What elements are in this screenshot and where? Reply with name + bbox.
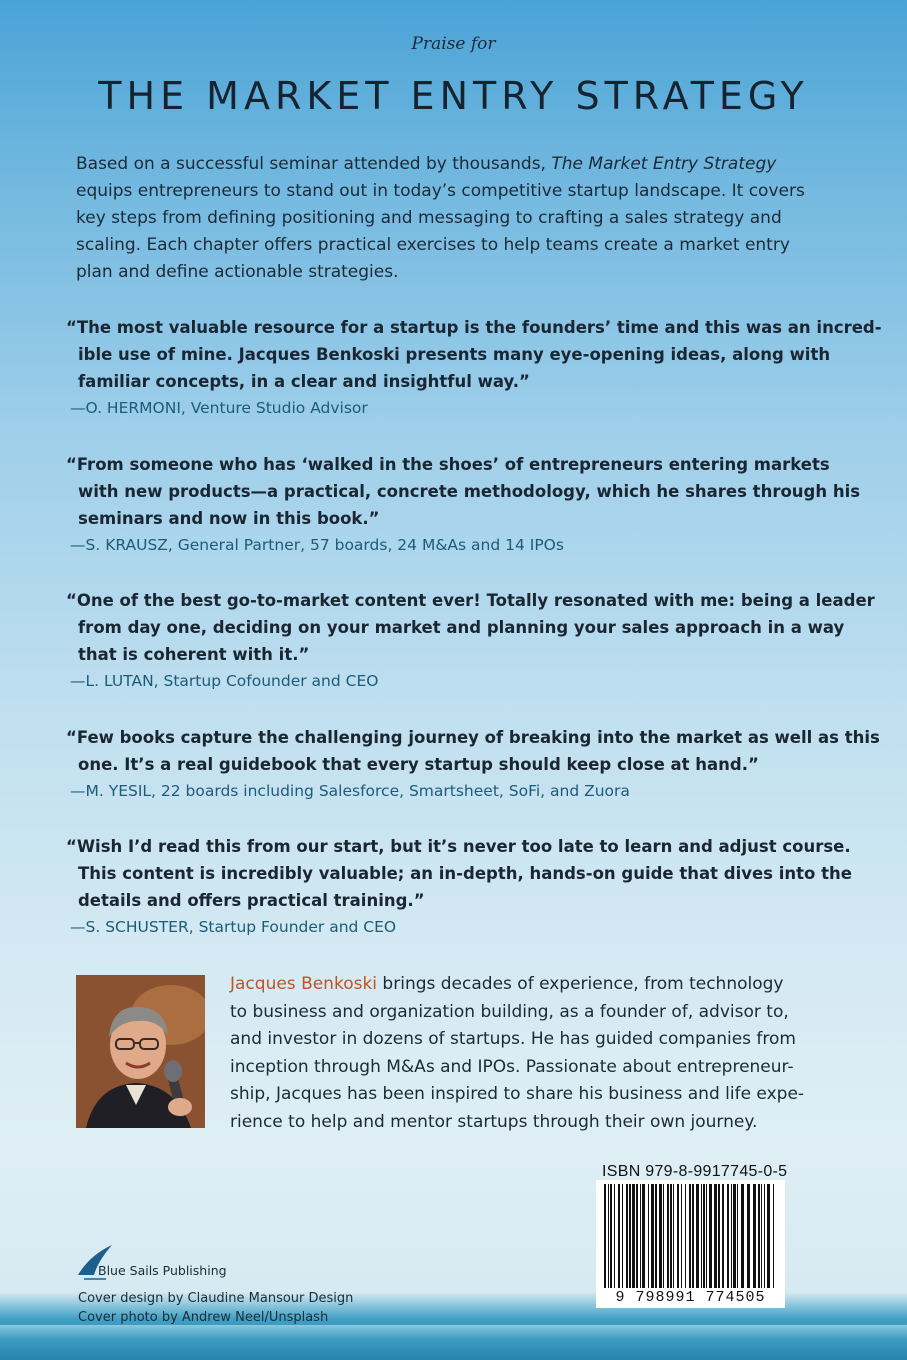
- barcode-bar: [677, 1184, 679, 1288]
- barcode-bar: [718, 1184, 720, 1288]
- barcode-bar: [663, 1184, 664, 1288]
- sea-horizon: [0, 1325, 907, 1360]
- barcode-bar: [604, 1184, 606, 1288]
- barcode-bar: [622, 1184, 623, 1288]
- cover-photo-credit: Cover photo by Andrew Neel/Unsplash: [78, 1310, 329, 1325]
- intro-line: Based on a successful seminar attended by thousands, The Market Entry Strategy: [76, 154, 777, 174]
- barcode-bar: [722, 1184, 724, 1288]
- barcode-bar: [651, 1184, 654, 1288]
- intro-paragraph: [76, 151, 836, 286]
- testimonial-line: familiar concepts, in a clear and insightful way.”: [78, 372, 530, 391]
- barcode-bar: [626, 1184, 628, 1288]
- barcode-bar: [727, 1184, 729, 1288]
- barcode-bar: [640, 1184, 641, 1288]
- testimonial: [66, 451, 861, 558]
- barcode-bar: [681, 1184, 682, 1288]
- barcode-bar: [642, 1184, 645, 1288]
- testimonial: [66, 833, 852, 940]
- cover-design-credit: Cover design by Claudine Mansour Design: [78, 1291, 354, 1306]
- barcode-bar: [689, 1184, 691, 1288]
- testimonial-text: [66, 724, 880, 778]
- testimonial-line: seminars and now in this book.”: [78, 509, 380, 528]
- barcode-bar: [608, 1184, 609, 1288]
- testimonial: [66, 724, 880, 804]
- intro-book-title: The Market Entry Strategy: [551, 154, 777, 174]
- barcode-bar: [673, 1184, 674, 1288]
- intro-line: scaling. Each chapter offers practical exercises to help teams create a market entry: [76, 235, 790, 255]
- barcode-bar: [764, 1184, 765, 1288]
- bio-line: [230, 971, 840, 999]
- barcode-bar: [655, 1184, 657, 1288]
- bio-line: and investor in dozens of startups. He has guided companies from: [230, 1029, 796, 1049]
- author-photo: [76, 975, 205, 1128]
- testimonial-attribution: —O. HERMONI, Venture Studio Advisor: [70, 399, 368, 417]
- testimonial-line: “The most valuable resource for a startup is the founders’ time and this was an incred-: [66, 318, 882, 337]
- testimonial-text: [66, 314, 882, 395]
- barcode-bar: [758, 1184, 760, 1288]
- barcode-bar: [629, 1184, 631, 1288]
- testimonial-text: [66, 451, 861, 532]
- testimonial-line: ible use of mine. Jacques Benkoski presents many eye-opening ideas, along with: [78, 345, 831, 364]
- praise-for-label: Praise for: [411, 34, 496, 54]
- barcode-bar: [767, 1184, 770, 1288]
- barcode-bar: [685, 1184, 686, 1288]
- barcode-bars: [596, 1180, 785, 1290]
- testimonial-attribution: —L. LUTAN, Startup Cofounder and CEO: [70, 672, 379, 690]
- testimonial: [66, 314, 882, 421]
- intro-line: equips entrepreneurs to stand out in today’s competitive startup landscape. It covers: [76, 181, 805, 201]
- barcode-bar: [761, 1184, 762, 1288]
- barcode-bar: [733, 1184, 736, 1288]
- barcode-bar: [747, 1184, 750, 1288]
- testimonial-line: details and offers practical training.”: [78, 891, 425, 910]
- barcode-number: 9 798991 774505: [615, 1289, 766, 1306]
- bio-text: brings decades of experience, from technology: [377, 974, 784, 994]
- barcode-bar: [659, 1184, 662, 1288]
- bio-line: to business and organization building, as a founder of, advisor to,: [230, 1001, 789, 1022]
- barcode-bar: [714, 1184, 717, 1288]
- barcode-bar: [741, 1184, 744, 1288]
- testimonial-line: “From someone who has ‘walked in the shoes’ of entrepreneurs entering markets: [66, 455, 830, 474]
- intro-line: plan and define actionable strategies.: [76, 262, 399, 282]
- barcode-bar: [703, 1184, 705, 1288]
- testimonial-text: [66, 587, 875, 668]
- barcode-bar: [737, 1184, 738, 1288]
- barcode-bar: [696, 1184, 699, 1288]
- barcode-bar: [610, 1184, 612, 1288]
- barcode-bar: [701, 1184, 702, 1288]
- barcode-bar: [709, 1184, 712, 1288]
- barcode-bar: [753, 1184, 756, 1288]
- isbn-label: ISBN 979-8-9917745-0-5: [602, 1163, 788, 1180]
- barcode-bar: [692, 1184, 694, 1288]
- testimonial-line: This content is incredibly valuable; an in-depth, hands-on guide that dives into the: [78, 864, 852, 883]
- intro-line: key steps from defining positioning and messaging to crafting a sales strategy and: [76, 208, 782, 228]
- testimonial-line: “Few books capture the challenging journey of breaking into the market as well as this: [66, 728, 880, 747]
- testimonial-line: “One of the best go-to-market content ever! Totally resonated with me: being a leader: [66, 591, 875, 610]
- barcode-bar: [731, 1184, 732, 1288]
- testimonial-text: [66, 833, 852, 914]
- testimonial-attribution: —S. SCHUSTER, Startup Founder and CEO: [70, 918, 397, 936]
- testimonial-attribution: —M. YESIL, 22 boards including Salesforce, Smartsheet, SoFi, and Zuora: [70, 782, 630, 800]
- barcode-bar: [636, 1184, 638, 1288]
- barcode-bar: [648, 1184, 649, 1288]
- bio-line: ship, Jacques has been inspired to share his business and life expe-: [230, 1084, 805, 1104]
- book-title: THE MARKET ENTRY STRATEGY: [98, 74, 809, 118]
- barcode-bar: [706, 1184, 707, 1288]
- testimonial: [66, 587, 875, 694]
- barcode-bar: [618, 1184, 620, 1288]
- bio-line: inception through M&As and IPOs. Passionate about entrepreneur-: [230, 1056, 794, 1077]
- cover-credits: [78, 1289, 353, 1327]
- publisher-name: Blue Sails Publishing: [98, 1263, 227, 1278]
- testimonial-attribution: —S. KRAUSZ, General Partner, 57 boards, 24 M&As and 14 IPOs: [70, 536, 564, 554]
- testimonial-line: with new products—a practical, concrete methodology, which he shares through his: [78, 482, 861, 501]
- barcode-bar: [670, 1184, 672, 1288]
- author-name: Jacques Benkoski: [230, 974, 378, 994]
- author-bio: [230, 971, 840, 1136]
- barcode-bar: [632, 1184, 635, 1288]
- testimonial-line: “Wish I’d read this from our start, but it’s never too late to learn and adjust course.: [66, 837, 851, 856]
- barcode-bar: [614, 1184, 615, 1288]
- testimonial-line: one. It’s a real guidebook that every startup should keep close at hand.”: [78, 755, 759, 774]
- testimonial-line: that is coherent with it.”: [78, 645, 310, 664]
- testimonial-line: from day one, deciding on your market and planning your sales approach in a way: [78, 618, 845, 637]
- barcode-bar: [667, 1184, 669, 1288]
- barcode-bar: [773, 1184, 774, 1288]
- bio-line: rience to help and mentor startups through their own journey.: [230, 1111, 758, 1132]
- author-portrait-illustration: [76, 975, 205, 1128]
